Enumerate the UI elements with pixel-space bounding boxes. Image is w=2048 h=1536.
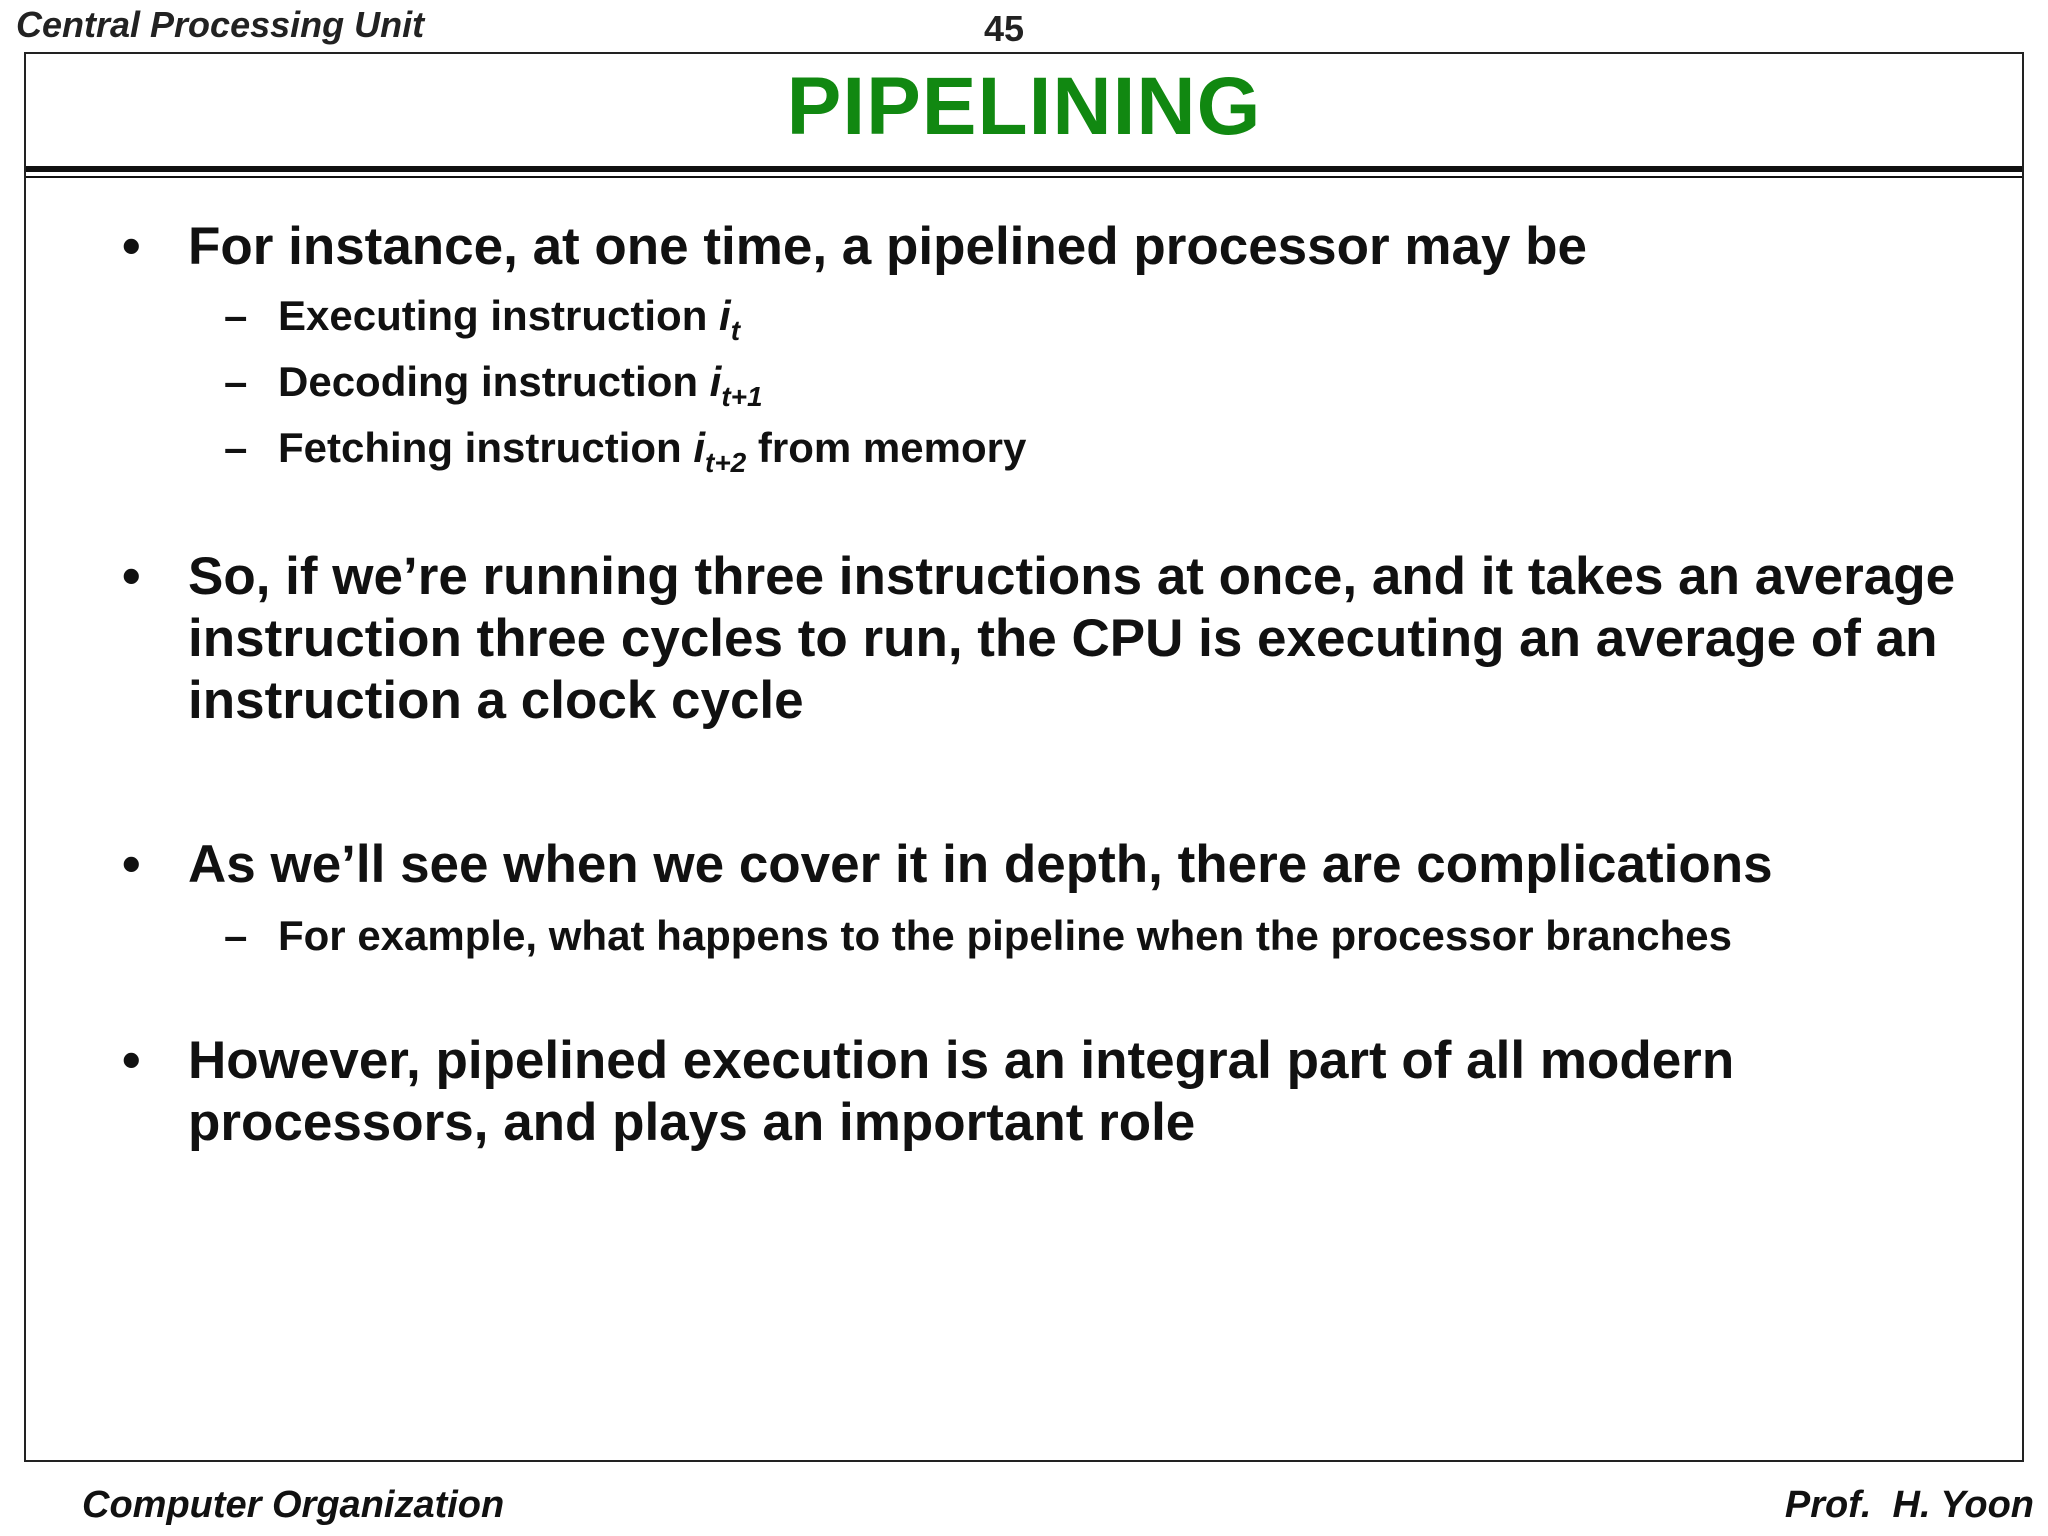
bullet-marker: • <box>122 547 141 606</box>
bullet-item <box>122 1030 1962 1154</box>
dash-marker: – <box>224 292 248 339</box>
sub-item-suffix: from memory <box>746 424 1027 471</box>
bullet-text: However, pipelined execution is an integral part of all modern processors, and plays an important role <box>188 1031 1735 1152</box>
bullet-item <box>122 216 1962 278</box>
page-number: 45 <box>984 8 1025 49</box>
sub-item <box>224 292 1984 346</box>
course-header: Central Processing Unit <box>16 4 425 45</box>
bullet-text: For instance, at one time, a pipelined processor may be <box>188 217 1588 276</box>
instruction-subscript: t <box>730 315 741 346</box>
instruction-subscript: t+2 <box>705 447 747 478</box>
sub-item-text <box>278 358 763 412</box>
sub-item-text: For example, what happens to the pipeline when the processor branches <box>278 912 1732 959</box>
instruction-variable: i <box>693 424 705 471</box>
sub-item-prefix: Executing instruction <box>278 292 720 339</box>
dash-marker: – <box>224 912 248 959</box>
title-divider-thin <box>26 176 2022 178</box>
sub-item <box>224 358 1984 412</box>
dash-marker: – <box>224 358 248 405</box>
instruction-subscript: t+1 <box>721 381 763 412</box>
bullet-item <box>122 546 1962 732</box>
sub-item <box>224 912 1984 960</box>
slide-title: PIPELINING <box>786 61 1262 152</box>
course-footer: Computer Organization <box>82 1484 505 1526</box>
sub-item-prefix: Decoding instruction <box>278 358 710 405</box>
dash-marker: – <box>224 424 248 471</box>
instruction-variable: i <box>709 358 722 405</box>
bullet-marker: • <box>122 1031 141 1090</box>
title-divider-thick <box>26 166 2022 172</box>
sub-item-text <box>278 424 1027 478</box>
bullet-item <box>122 834 1962 896</box>
bullet-text: So, if we’re running three instructions at once, and it takes an average instruction three cycles to run, the CPU is executing an average of an instruction a clock cycle <box>188 547 1956 730</box>
sub-item-prefix: Fetching instruction <box>278 424 694 471</box>
author-footer: Prof. H. Yoon <box>1784 1484 2034 1526</box>
sub-item-text <box>278 292 741 346</box>
instruction-variable: i <box>719 292 731 339</box>
bullet-marker: • <box>122 835 141 894</box>
bullet-marker: • <box>122 217 141 276</box>
bullet-text: As we’ll see when we cover it in depth, there are complications <box>188 835 1773 894</box>
sub-item <box>224 424 1984 478</box>
